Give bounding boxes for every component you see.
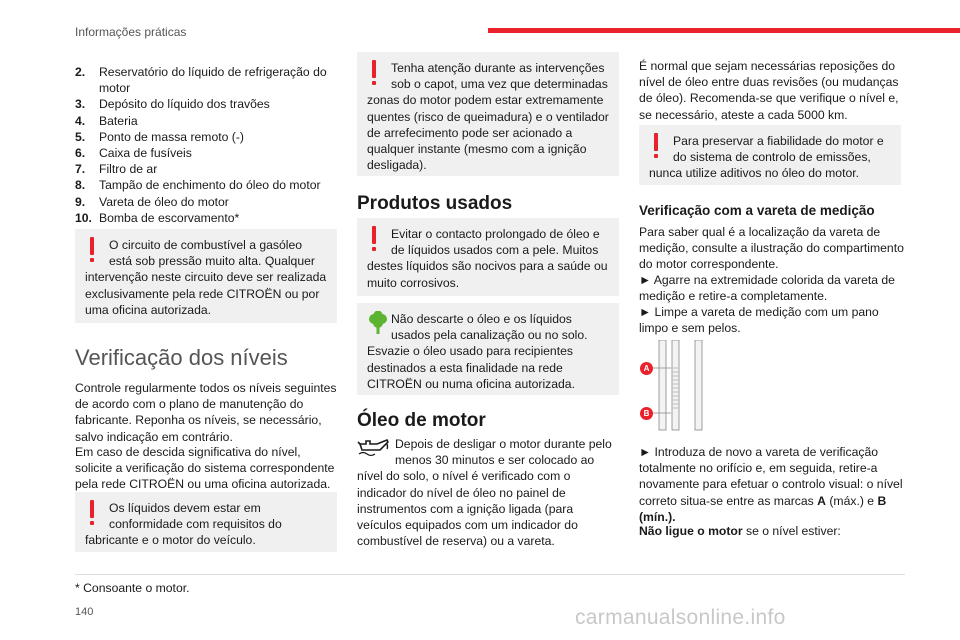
step3-text-b: (máx.) e (825, 493, 878, 508)
watermark: carmanualsonline.info (575, 606, 786, 629)
list-item-number: 2. (75, 65, 86, 79)
running-header: Informações práticas (75, 25, 187, 39)
footnote: * Consoante o motor. (75, 581, 190, 595)
tree-eco-icon (367, 311, 389, 343)
warning-box-fluids (75, 492, 337, 552)
dipstick-step-1: ► Agarre na extremidade colorida da vareta de medição e retire-a completamente. (639, 273, 895, 304)
section-title-levels: Verificação dos níveis (75, 345, 288, 370)
list-item (75, 194, 335, 210)
list-item (75, 210, 335, 226)
list-item-text: Ponto de massa remoto (-) (99, 129, 244, 144)
no-start-warning (639, 523, 904, 539)
no-start-rest: se o nível estiver: (742, 524, 841, 538)
list-item-number: 4. (75, 113, 86, 128)
list-item (75, 177, 335, 193)
list-item-text: Caixa de fusíveis (99, 146, 192, 161)
component-list (75, 64, 335, 226)
dipstick-step-3 (639, 444, 904, 525)
engine-oil-text: Depois de desligar o motor durante pelo menos 30 minutos e ser colocado ao nível do solo, o nível é verificado com o indicador do nível de óleo no painel de instrumentos com a ignição ligada (para veículos equipados com um indicador do combustível de reserva) ou a vareta. (357, 437, 612, 549)
list-item (75, 161, 335, 177)
warning-text: Tenha atenção durante as intervenções sob o capot, uma vez que determinadas zonas do motor podem estar extremamente quentes (risco de queimadura) e o ventilador de arrefecimento pode ser acionado a qualquer instante (mesmo com a ignição desligada). (367, 61, 609, 173)
engine-oil-paragraph (357, 436, 619, 549)
list-item-number: 9. (75, 194, 86, 209)
list-item-number: 6. (75, 146, 86, 161)
warning-text: Para preservar a fiabilidade do motor e do sistema de controlo de emissões, nunca utilize aditivos no óleo do motor. (649, 134, 884, 181)
header-accent-bar (488, 28, 960, 33)
step3-text: ► Introduza de novo a vareta de verificação totalmente no orifício e, em seguida, retire-a novamente para efetuar o controlo visual: o nível correto situa-se entre as marcas (639, 445, 903, 508)
oil-can-icon (357, 436, 393, 462)
list-item-number: 8. (75, 178, 86, 193)
dipstick-illustration (639, 340, 719, 432)
list-item-number: 10. (75, 210, 92, 225)
no-start-bold: Não ligue o motor (639, 524, 743, 538)
eco-box-disposal (357, 303, 619, 395)
warning-text: Os líquidos devem estar em conformidade com requisitos do fabricante e o motor do veículo. (85, 501, 282, 548)
list-item (75, 64, 335, 96)
list-item (75, 129, 335, 145)
levels-paragraph-1: Controle regularmente todos os níveis seguintes de acordo com o plano de manutenção do fabricante. Reponha os níveis, se necessário, salvo indicação em contrário. (75, 381, 337, 444)
list-item-number: 7. (75, 162, 86, 177)
warning-box-additives (639, 125, 901, 185)
list-item-text: Bateria (99, 113, 138, 128)
list-item (75, 145, 335, 161)
warning-box-heat (357, 52, 619, 176)
warning-icon (85, 500, 107, 532)
warning-icon (649, 133, 671, 165)
dipstick-heading: Verificação com a vareta de medição (639, 203, 875, 218)
list-item-number: 3. (75, 97, 86, 112)
min-label: (mín.). (639, 509, 676, 524)
warning-box-fuel (75, 229, 337, 323)
dipstick-paragraph: Para saber qual é a localização da vareta de medição, consulte a ilustração do compartimento do motor correspondente. (639, 225, 904, 272)
eco-text: Não descarte o óleo e os líquidos usados pela canalização ou no solo. Esvazie o óleo usado para recipientes destinados a esta finalidade na rede CITROËN ou numa oficina autorizada. (367, 312, 588, 391)
list-item-text: Reservatório do líquido de refrigeração do motor (99, 65, 327, 96)
oil-topup-paragraph: É normal que sejam necessárias reposições do nível de óleo entre duas revisões (ou mudanças de óleo). Recomenda-se que verifique o nível e, se necessário, ateste a cada 5000 km. (639, 59, 899, 122)
section-title-used-products: Produtos usados (357, 193, 513, 214)
dipstick-step-2: ► Limpe a vareta de medição com um pano limpo e sem pelos. (639, 305, 879, 336)
marker-a: A (640, 362, 653, 375)
page-number: 140 (75, 606, 94, 618)
marker-b: B (640, 407, 653, 420)
warning-box-skin (357, 218, 619, 296)
section-title-engine-oil: Óleo de motor (357, 410, 486, 431)
list-item-text: Tampão de enchimento do óleo do motor (99, 178, 321, 193)
warning-icon (85, 237, 107, 269)
footer-divider (75, 574, 905, 575)
warning-text: Evitar o contacto prolongado de óleo e de líquidos usados com a pele. Muitos destes líquidos são nocivos para a saúde ou muito corrosivos. (367, 227, 608, 290)
list-item-text: Vareta de óleo do motor (99, 194, 229, 209)
list-item-text: Bomba de escorvamento* (99, 210, 240, 225)
warning-text: O circuito de combustível a gasóleo está sob pressão muito alta. Qualquer intervenção neste circuito deve ser realizada exclusivamente pela rede CITROËN ou por uma oficina autorizada. (85, 238, 327, 317)
levels-paragraph-2: Em caso de descida significativa do nível, solicite a verificação do sistema correspondente pela rede CITROËN ou uma oficina autorizada. (75, 445, 335, 492)
list-item-text: Filtro de ar (99, 162, 158, 177)
list-item-number: 5. (75, 129, 86, 144)
mark-b-label: B (877, 493, 887, 508)
warning-icon (367, 60, 389, 92)
list-item (75, 113, 335, 129)
warning-icon (367, 226, 389, 258)
mark-a-label: A (817, 493, 826, 508)
list-item-text: Depósito do líquido dos travões (99, 97, 270, 112)
list-item (75, 96, 335, 112)
